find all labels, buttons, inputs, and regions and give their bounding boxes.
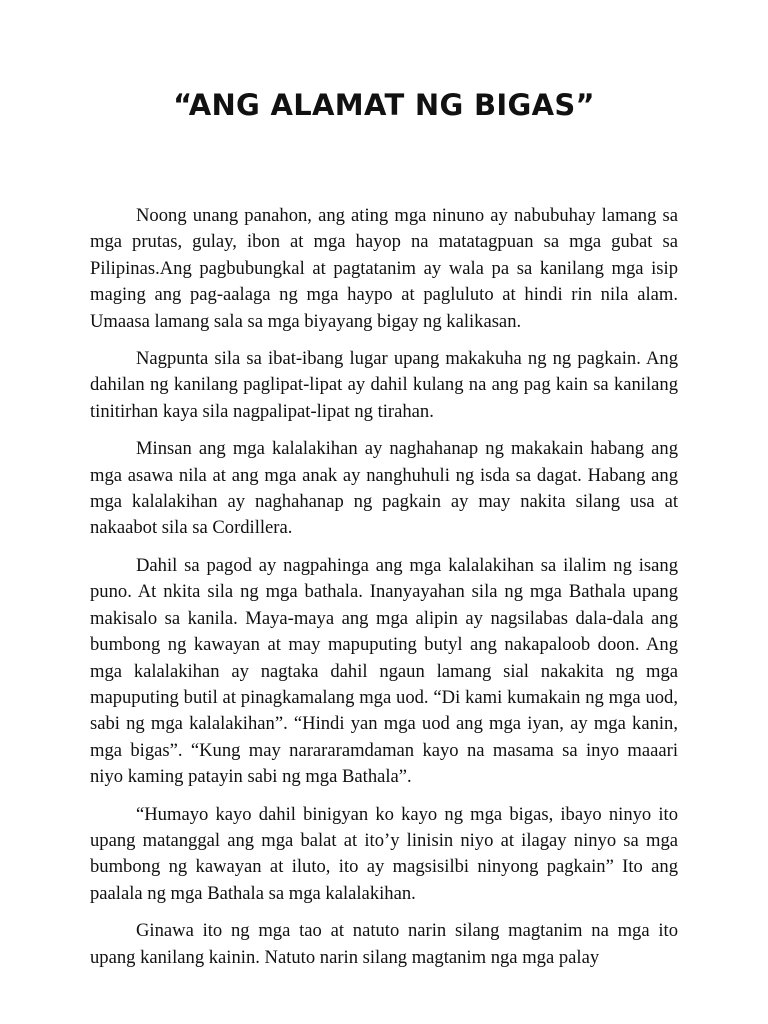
- document-body: [90, 203, 678, 982]
- document-title: “ANG ALAMAT NG BIGAS”: [173, 88, 595, 122]
- paragraph: Noong unang panahon, ang ating mga ninuno ay nabubuhay lamang sa mga prutas, gulay, ibon at mga hayop na matatagpuan sa mga gubat sa Pilipinas.Ang pagbubungkal at pagtatanim ay wala pa sa kanilang mga isip maging ang pag-aalaga ng mga haypo at pagluluto at hindi rin nila alam. Umaasa lamang sala sa mga biyayang bigay ng kalikasan.: [90, 205, 678, 332]
- paragraph: Nagpunta sila sa ibat-ibang lugar upang makakuha ng ng pagkain. Ang dahilan ng kanilang paglipat-lipat ay dahil kulang na ang pag kain sa kanilang tinitirhan kaya sila nagpalipat-lipat ng tirahan.: [90, 348, 678, 422]
- paragraph: Dahil sa pagod ay nagpahinga ang mga kalalakihan sa ilalim ng isang puno. At nkita sila ng mga bathala. Inanyayahan sila ng mga Bathala upang makisalo sa kanila. Maya-maya ang mga alipin ay nagsilabas dala-dala ang bumbong ng kawayan at may mapuputing butyl ang nakapaloob doon. Ang mga kalalakihan ay nagtaka dahil ngaun lamang sial nakakita ng mga mapuputing butil at pinagkamalang mga uod. “Di kami kumakain ng mga uod, sabi ng mga kalalakihan”. “Hindi yan mga uod ang mga iyan, ay mga kanin, mga bigas”. “Kung may narararamdaman kayo na masama sa inyo maaari niyo kaming patayin sabi ng mga Bathala”.: [90, 554, 678, 788]
- paragraph: “Humayo kayo dahil binigyan ko kayo ng mga bigas, ibayo ninyo ito upang matanggal ang mga balat at ito’y linisin niyo at ilagay ninyo sa mga bumbong ng kawayan at iluto, ito ay magsisilbi ninyong pagkain” Ito ang paalala ng mga Bathala sa mga kalalakihan.: [90, 803, 678, 904]
- paragraph: Minsan ang mga kalalakihan ay naghahanap ng makakain habang ang mga asawa nila at ang mga anak ay nanghuhuli ng isda sa dagat. Habang ang mga kalalakihan ay naghahanap ng pagkain ay may nakita silang usa at nakaabot sila sa Cordillera.: [90, 438, 678, 539]
- paragraph: Ginawa ito ng mga tao at natuto narin silang magtanim na mga ito upang kanilang kainin. Natuto narin silang magtanim nga mga palay: [90, 920, 678, 968]
